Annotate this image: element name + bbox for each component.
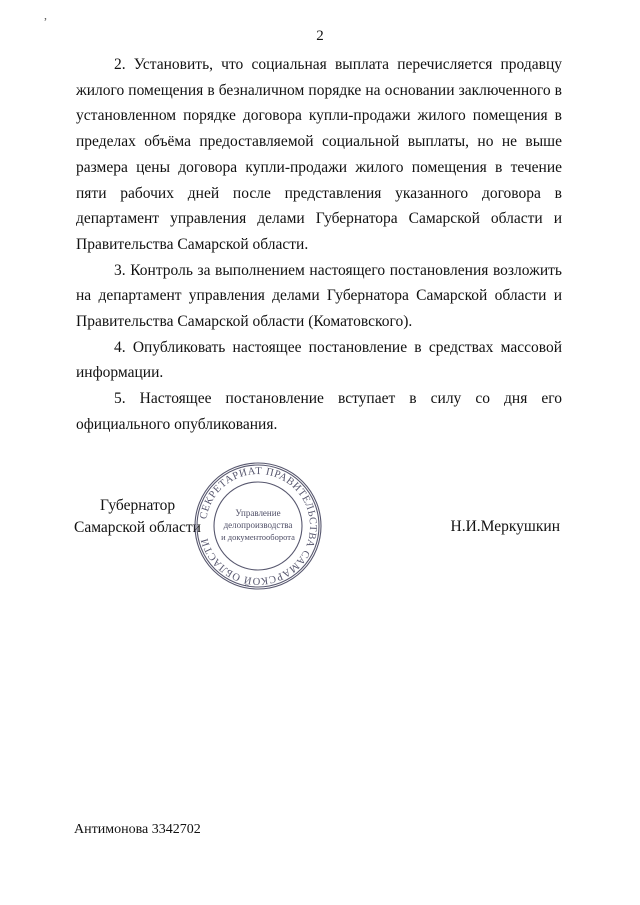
stamp-line-3: и документооборота (221, 532, 295, 542)
signatory-position (74, 495, 201, 539)
page-number: 2 (316, 28, 324, 44)
executor-note: Антимонова 3342702 (74, 822, 201, 837)
official-stamp (192, 460, 324, 592)
signatory-region: Самарской области (74, 519, 201, 536)
stamp-line-1: Управление (235, 508, 281, 518)
document-body (76, 52, 562, 438)
paragraph-4: 4. Опубликовать настоящее постановление в средствах массовой информации. (76, 338, 562, 382)
stamp-ring-text: СЕКРЕТАРИАТ ПРАВИТЕЛЬСТВА САМАРСКОЙ ОБЛАСТИ (198, 465, 319, 587)
signatory-title: Губернатор (100, 497, 176, 514)
stamp-line-2: делопроизводства (223, 520, 293, 530)
paragraph-2: 2. Установить, что социальная выплата перечисляется продавцу жилого помещения в безналичном порядке на основании заключенного в установленном порядке договора купли-продажи жилого помещения в пределах объёма предоставляемой социальной выплаты, но не выше размера цены договора купли-продажи жилого помещения в течение пяти рабочих дней после представления указанного договора в департамент управления делами Губернатора Самарской области и Правительства Самарской области. (76, 56, 562, 253)
paragraph-3: 3. Контроль за выполнением настоящего постановления возложить на департамент управления делами Губернатора Самарской области и Правительства Самарской области (Коматовского). (76, 261, 562, 331)
scan-mark: , (44, 8, 47, 22)
signatory-name: Н.И.Меркушкин (450, 518, 560, 535)
paragraph-5: 5. Настоящее постановление вступает в силу со дня его официального опубликования. (76, 390, 562, 433)
